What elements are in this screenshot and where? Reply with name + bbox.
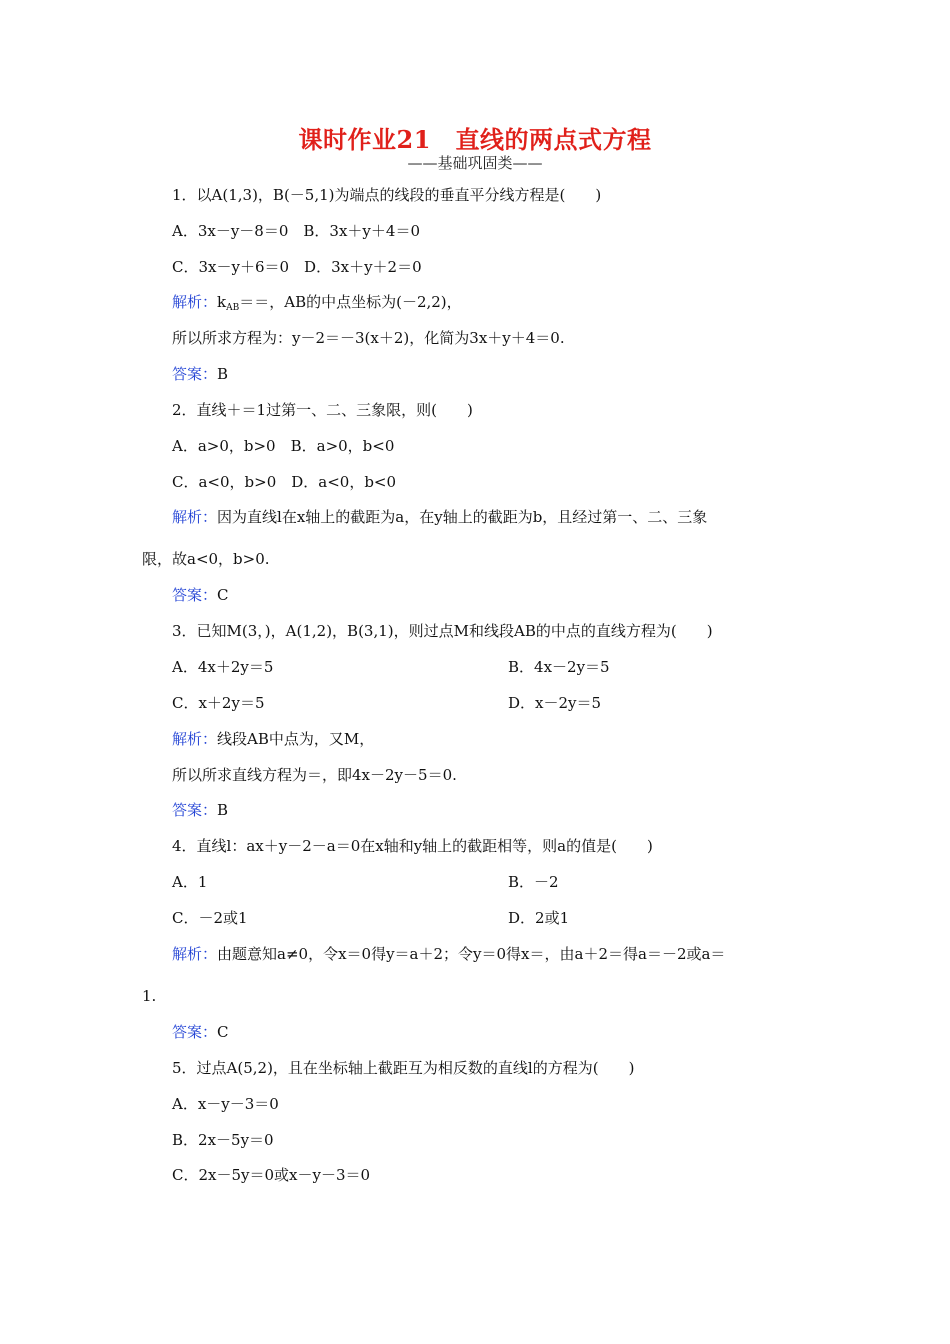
analysis-label: 解析： xyxy=(172,730,218,748)
question-1-answer xyxy=(172,364,228,384)
question-1-analysis xyxy=(172,292,462,318)
section-subtitle: ——基础巩固类—— xyxy=(407,154,543,172)
question-4-option-c: C．－2或1 xyxy=(172,909,248,927)
question-2-answer xyxy=(172,585,229,605)
answer-value: C xyxy=(217,1023,229,1041)
page-title: 课时作业21 直线的两点式方程 xyxy=(298,125,652,154)
question-4-analysis-continued: 1. xyxy=(142,987,157,1005)
answer-value: B xyxy=(217,365,229,383)
question-3-stem: 3．已知M(3，)，A(1,2)，B(3,1)，则过点M和线段AB的中点的直线方程为( ) xyxy=(172,622,713,640)
question-4-option-a: A．1 xyxy=(172,873,208,891)
analysis-text: ＝＝，AB的中点坐标为(－2,2)， xyxy=(239,293,462,311)
question-1-options-ab: A．3x－y－8＝0 B．3x＋y＋4＝0 xyxy=(172,222,420,240)
analysis-text: 由题意知a≠0，令x＝0得y＝a＋2；令y＝0得x＝，由a＋2＝得a＝－2或a＝ xyxy=(217,945,726,963)
question-4-option-d: D．2或1 xyxy=(508,909,570,927)
question-2-options-cd: C．a<0，b>0 D．a<0，b<0 xyxy=(172,473,397,491)
analysis-label: 解析： xyxy=(172,945,218,963)
question-5-option-b: B．2x－5y＝0 xyxy=(172,1131,274,1149)
question-4-option-b: B．－2 xyxy=(508,873,559,891)
answer-value: B xyxy=(217,801,229,819)
question-3-option-c: C．x＋2y＝5 xyxy=(172,694,265,712)
question-5-stem: 5．过点A(5,2)，且在坐标轴上截距互为相反数的直线l的方程为( ) xyxy=(172,1059,635,1077)
question-1-stem: 1．以A(1,3)，B(－5,1)为端点的线段的垂直平分线方程是( ) xyxy=(172,186,602,204)
question-2-stem: 2．直线＋＝1过第一、二、三象限，则( ) xyxy=(172,401,473,419)
question-2-analysis xyxy=(172,507,707,527)
analysis-text: 线段AB中点为，又M， xyxy=(217,730,375,748)
answer-label: 答案： xyxy=(172,586,218,604)
question-3-analysis-line-2: 所以所求直线方程为＝，即4x－2y－5＝0. xyxy=(172,766,457,784)
question-2-analysis-continued: 限，故a<0，b>0. xyxy=(142,550,270,568)
analysis-label: 解析： xyxy=(172,293,218,311)
analysis-text: 因为直线l在x轴上的截距为a，在y轴上的截距为b，且经过第一、二、三象 xyxy=(217,508,708,526)
answer-value: C xyxy=(217,586,229,604)
question-3-analysis xyxy=(172,729,374,749)
question-5-option-a: A．x－y－3＝0 xyxy=(172,1095,279,1113)
question-2-options-ab: A．a>0，b>0 B．a>0，b<0 xyxy=(172,437,395,455)
slope-subscript: AB xyxy=(226,303,240,313)
answer-label: 答案： xyxy=(172,1023,218,1041)
question-1-analysis-line-2: 所以所求方程为：y－2＝－3(x＋2)，化简为3x＋y＋4＝0. xyxy=(172,329,565,347)
question-3-option-a: A．4x＋2y＝5 xyxy=(172,658,274,676)
question-4-answer xyxy=(172,1022,229,1042)
analysis-label: 解析： xyxy=(172,508,218,526)
question-3-option-d: D．x－2y＝5 xyxy=(508,694,602,712)
answer-label: 答案： xyxy=(172,365,218,383)
question-3-option-b: B．4x－2y＝5 xyxy=(508,658,610,676)
question-3-answer xyxy=(172,800,228,820)
answer-label: 答案： xyxy=(172,801,218,819)
question-4-analysis xyxy=(172,944,725,964)
question-1-options-cd: C．3x－y＋6＝0 D．3x＋y＋2＝0 xyxy=(172,258,422,276)
question-4-stem: 4．直线l：ax＋y－2－a＝0在x轴和y轴上的截距相等，则a的值是( ) xyxy=(172,837,653,855)
question-5-option-c: C．2x－5y＝0或x－y－3＝0 xyxy=(172,1166,371,1184)
slope-symbol: k xyxy=(217,293,227,311)
